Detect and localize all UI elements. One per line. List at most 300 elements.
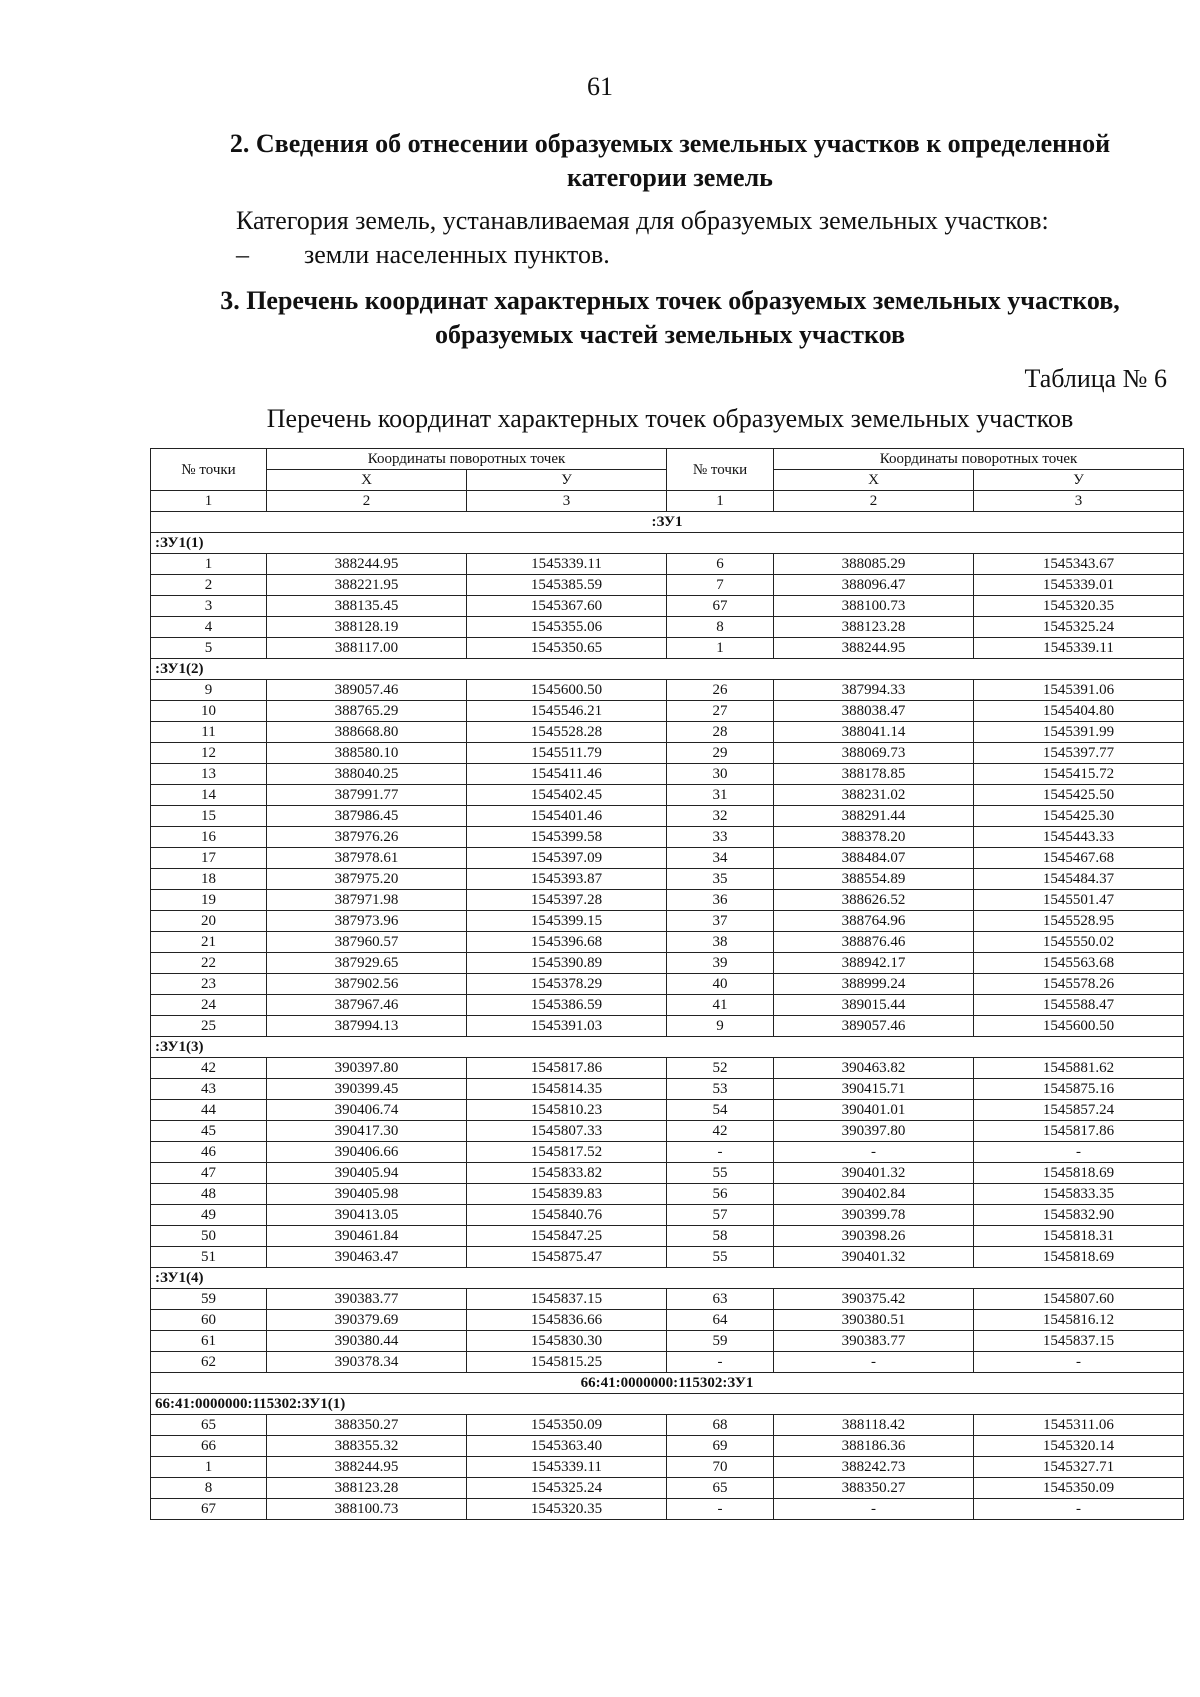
point-no-cell: 63	[667, 1289, 774, 1310]
x-cell: 388231.02	[774, 785, 974, 806]
column-number: 1	[151, 491, 267, 512]
point-no-cell: 19	[151, 890, 267, 911]
y-cell: 1545818.69	[974, 1163, 1184, 1184]
point-no-cell: 32	[667, 806, 774, 827]
y-cell: 1545443.33	[974, 827, 1184, 848]
section-3-title-line-2: образуемых частей земельных участков	[435, 320, 905, 349]
x-cell: 388876.46	[774, 932, 974, 953]
x-cell: 388096.47	[774, 575, 974, 596]
header-x-left: X	[267, 470, 467, 491]
x-cell: 390463.82	[774, 1058, 974, 1079]
page-number: 61	[587, 72, 613, 101]
point-no-cell: 4	[151, 617, 267, 638]
y-cell: 1545378.29	[467, 974, 667, 995]
x-cell: 387991.77	[267, 785, 467, 806]
table-row	[151, 1415, 1184, 1436]
y-cell: 1545415.72	[974, 764, 1184, 785]
y-cell: 1545386.59	[467, 995, 667, 1016]
x-cell: 390375.42	[774, 1289, 974, 1310]
y-cell: 1545511.79	[467, 743, 667, 764]
y-cell: 1545816.12	[974, 1310, 1184, 1331]
y-cell: 1545875.16	[974, 1079, 1184, 1100]
point-no-cell: 69	[667, 1436, 774, 1457]
point-no-cell: 14	[151, 785, 267, 806]
x-cell: 388242.73	[774, 1457, 974, 1478]
y-cell: 1545588.47	[974, 995, 1184, 1016]
point-no-cell: 42	[151, 1058, 267, 1079]
point-no-cell: 9	[151, 680, 267, 701]
table-row	[151, 1478, 1184, 1499]
point-no-cell: 38	[667, 932, 774, 953]
x-cell: 388135.45	[267, 596, 467, 617]
table-row	[151, 1310, 1184, 1331]
point-no-cell: 1	[667, 638, 774, 659]
y-cell: 1545840.76	[467, 1205, 667, 1226]
land-category-value	[236, 238, 610, 272]
table-row	[151, 1499, 1184, 1520]
x-cell: 390379.69	[267, 1310, 467, 1331]
y-cell: 1545546.21	[467, 701, 667, 722]
y-cell: 1545837.15	[467, 1289, 667, 1310]
header-coords-right: Координаты поворотных точек	[774, 449, 1184, 470]
y-cell: 1545391.06	[974, 680, 1184, 701]
table-row	[151, 890, 1184, 911]
y-cell: 1545350.65	[467, 638, 667, 659]
list-dash: –	[236, 240, 249, 269]
point-no-cell: 16	[151, 827, 267, 848]
point-no-cell: 62	[151, 1352, 267, 1373]
point-no-cell: 53	[667, 1079, 774, 1100]
x-cell: -	[774, 1352, 974, 1373]
x-cell: 388626.52	[774, 890, 974, 911]
x-cell: 387986.45	[267, 806, 467, 827]
point-no-cell: 43	[151, 1079, 267, 1100]
y-cell: 1545320.35	[467, 1499, 667, 1520]
point-no-cell: 35	[667, 869, 774, 890]
y-cell: 1545836.66	[467, 1310, 667, 1331]
table-row	[151, 680, 1184, 701]
y-cell: 1545839.83	[467, 1184, 667, 1205]
section-3-heading	[150, 284, 1190, 352]
y-cell: 1545320.35	[974, 596, 1184, 617]
x-cell: 390380.51	[774, 1310, 974, 1331]
x-cell: 390405.98	[267, 1184, 467, 1205]
y-cell: 1545833.82	[467, 1163, 667, 1184]
x-cell: 388100.73	[774, 596, 974, 617]
point-no-cell: 42	[667, 1121, 774, 1142]
x-cell: 388244.95	[267, 554, 467, 575]
point-no-cell: 54	[667, 1100, 774, 1121]
x-cell: 387960.57	[267, 932, 467, 953]
x-cell: 389015.44	[774, 995, 974, 1016]
y-cell: 1545528.28	[467, 722, 667, 743]
y-cell: 1545818.69	[974, 1247, 1184, 1268]
table-row	[151, 1436, 1184, 1457]
point-no-cell: 10	[151, 701, 267, 722]
x-cell: 387971.98	[267, 890, 467, 911]
x-cell: 390463.47	[267, 1247, 467, 1268]
table-row	[151, 1163, 1184, 1184]
y-cell: 1545857.24	[974, 1100, 1184, 1121]
table-row	[151, 638, 1184, 659]
section-2-title-line-1: 2. Сведения об отнесении образуемых земельных участков к определенной	[229, 129, 1111, 158]
x-cell: 388041.14	[774, 722, 974, 743]
point-no-cell: 29	[667, 743, 774, 764]
point-no-cell: 36	[667, 890, 774, 911]
column-number: 2	[267, 491, 467, 512]
section-label: 66:41:0000000:115302:ЗУ1	[151, 1373, 1184, 1394]
point-no-cell: 59	[667, 1331, 774, 1352]
y-cell: 1545339.01	[974, 575, 1184, 596]
header-point-no-right: № точки	[667, 449, 774, 491]
x-cell: 388942.17	[774, 953, 974, 974]
y-cell: 1545528.95	[974, 911, 1184, 932]
table-row	[151, 785, 1184, 806]
x-cell: 390383.77	[267, 1289, 467, 1310]
y-cell: 1545832.90	[974, 1205, 1184, 1226]
table-row	[151, 1184, 1184, 1205]
y-cell: 1545837.15	[974, 1331, 1184, 1352]
y-cell: 1545339.11	[467, 1457, 667, 1478]
point-no-cell: 13	[151, 764, 267, 785]
y-cell: 1545320.14	[974, 1436, 1184, 1457]
y-cell: 1545401.46	[467, 806, 667, 827]
point-no-cell: 48	[151, 1184, 267, 1205]
table-section-row	[151, 512, 1184, 533]
point-no-cell: 37	[667, 911, 774, 932]
y-cell: 1545411.46	[467, 764, 667, 785]
y-cell: 1545397.09	[467, 848, 667, 869]
x-cell: 388484.07	[774, 848, 974, 869]
table-row	[151, 764, 1184, 785]
table-subsection-row	[151, 659, 1184, 680]
x-cell: 390398.26	[774, 1226, 974, 1247]
y-cell: -	[974, 1499, 1184, 1520]
x-cell: 390401.32	[774, 1163, 974, 1184]
table-row	[151, 1352, 1184, 1373]
column-number: 3	[974, 491, 1184, 512]
point-no-cell: 27	[667, 701, 774, 722]
table-row	[151, 1142, 1184, 1163]
table-row	[151, 1016, 1184, 1037]
y-cell: -	[974, 1142, 1184, 1163]
point-no-cell: 57	[667, 1205, 774, 1226]
x-cell: 390401.01	[774, 1100, 974, 1121]
point-no-cell: 61	[151, 1331, 267, 1352]
point-no-cell: 67	[667, 596, 774, 617]
table-row	[151, 554, 1184, 575]
table-row	[151, 722, 1184, 743]
y-cell: 1545399.58	[467, 827, 667, 848]
table-row	[151, 995, 1184, 1016]
y-cell: 1545818.31	[974, 1226, 1184, 1247]
x-cell: 388221.95	[267, 575, 467, 596]
x-cell: 388350.27	[267, 1415, 467, 1436]
x-cell: 390406.66	[267, 1142, 467, 1163]
y-cell: 1545817.52	[467, 1142, 667, 1163]
table-subsection-row	[151, 533, 1184, 554]
subsection-label: 66:41:0000000:115302:ЗУ1(1)	[151, 1394, 1184, 1415]
point-no-cell: 2	[151, 575, 267, 596]
x-cell: 388117.00	[267, 638, 467, 659]
coordinates-table	[150, 448, 1184, 1520]
point-no-cell: 66	[151, 1436, 267, 1457]
point-no-cell: 46	[151, 1142, 267, 1163]
point-no-cell: 12	[151, 743, 267, 764]
point-no-cell: 30	[667, 764, 774, 785]
y-cell: 1545396.68	[467, 932, 667, 953]
x-cell: 390401.32	[774, 1247, 974, 1268]
x-cell: 388040.25	[267, 764, 467, 785]
point-no-cell: 3	[151, 596, 267, 617]
point-no-cell: 60	[151, 1310, 267, 1331]
header-point-no-left: № точки	[151, 449, 267, 491]
table-section-row	[151, 1373, 1184, 1394]
point-no-cell: 28	[667, 722, 774, 743]
x-cell: 388123.28	[267, 1478, 467, 1499]
table-row	[151, 575, 1184, 596]
table-subsection-row	[151, 1394, 1184, 1415]
header-coords-left: Координаты поворотных точек	[267, 449, 667, 470]
point-no-cell: 33	[667, 827, 774, 848]
table-row	[151, 932, 1184, 953]
column-number: 3	[467, 491, 667, 512]
x-cell: 388378.20	[774, 827, 974, 848]
point-no-cell: 39	[667, 953, 774, 974]
section-label: :ЗУ1	[151, 512, 1184, 533]
y-cell: 1545339.11	[974, 638, 1184, 659]
x-cell: 387929.65	[267, 953, 467, 974]
table-caption: Перечень координат характерных точек образуемых земельных участков	[266, 404, 1074, 433]
point-no-cell: 64	[667, 1310, 774, 1331]
point-no-cell: 50	[151, 1226, 267, 1247]
y-cell: 1545367.60	[467, 596, 667, 617]
point-no-cell: 8	[667, 617, 774, 638]
y-cell: 1545875.47	[467, 1247, 667, 1268]
y-cell: 1545484.37	[974, 869, 1184, 890]
point-no-cell: 56	[667, 1184, 774, 1205]
table-header-row	[151, 449, 1184, 470]
y-cell: 1545325.24	[974, 617, 1184, 638]
x-cell: 388118.42	[774, 1415, 974, 1436]
x-cell: 388999.24	[774, 974, 974, 995]
x-cell: 390399.78	[774, 1205, 974, 1226]
x-cell: 387967.46	[267, 995, 467, 1016]
y-cell: 1545350.09	[974, 1478, 1184, 1499]
y-cell: 1545404.80	[974, 701, 1184, 722]
y-cell: 1545363.40	[467, 1436, 667, 1457]
table-row	[151, 1247, 1184, 1268]
x-cell: 388123.28	[774, 617, 974, 638]
x-cell: 390397.80	[774, 1121, 974, 1142]
point-no-cell: 68	[667, 1415, 774, 1436]
x-cell: 388355.32	[267, 1436, 467, 1457]
y-cell: 1545397.77	[974, 743, 1184, 764]
table-row	[151, 1079, 1184, 1100]
x-cell: 387994.13	[267, 1016, 467, 1037]
x-cell: 388668.80	[267, 722, 467, 743]
table-row	[151, 1100, 1184, 1121]
column-number: 1	[667, 491, 774, 512]
y-cell: 1545390.89	[467, 953, 667, 974]
section-2-heading	[150, 127, 1190, 195]
x-cell: 388244.95	[267, 1457, 467, 1478]
y-cell: 1545847.25	[467, 1226, 667, 1247]
x-cell: 387978.61	[267, 848, 467, 869]
point-no-cell: 58	[667, 1226, 774, 1247]
point-no-cell: -	[667, 1142, 774, 1163]
table-row	[151, 848, 1184, 869]
section-3-title-line-1: 3. Перечень координат характерных точек образуемых земельных участков,	[220, 286, 1120, 315]
y-cell: 1545391.03	[467, 1016, 667, 1037]
point-no-cell: 65	[667, 1478, 774, 1499]
point-no-cell: 18	[151, 869, 267, 890]
y-cell: 1545563.68	[974, 953, 1184, 974]
table-row	[151, 617, 1184, 638]
x-cell: 390402.84	[774, 1184, 974, 1205]
point-no-cell: 17	[151, 848, 267, 869]
table-row	[151, 869, 1184, 890]
y-cell: 1545325.24	[467, 1478, 667, 1499]
x-cell: 387902.56	[267, 974, 467, 995]
point-no-cell: 9	[667, 1016, 774, 1037]
x-cell: 388038.47	[774, 701, 974, 722]
y-cell: 1545467.68	[974, 848, 1184, 869]
table-column-number-row	[151, 491, 1184, 512]
table-row	[151, 596, 1184, 617]
point-no-cell: 52	[667, 1058, 774, 1079]
point-no-cell: 20	[151, 911, 267, 932]
y-cell: 1545815.25	[467, 1352, 667, 1373]
x-cell: 388554.89	[774, 869, 974, 890]
x-cell: 390415.71	[774, 1079, 974, 1100]
table-row	[151, 1205, 1184, 1226]
point-no-cell: 45	[151, 1121, 267, 1142]
y-cell: 1545402.45	[467, 785, 667, 806]
point-no-cell: 47	[151, 1163, 267, 1184]
point-no-cell: 15	[151, 806, 267, 827]
x-cell: 388186.36	[774, 1436, 974, 1457]
point-no-cell: 55	[667, 1163, 774, 1184]
point-no-cell: 65	[151, 1415, 267, 1436]
x-cell: 388350.27	[774, 1478, 974, 1499]
x-cell: 389057.46	[774, 1016, 974, 1037]
y-cell: 1545807.33	[467, 1121, 667, 1142]
table-row	[151, 974, 1184, 995]
y-cell: 1545425.50	[974, 785, 1184, 806]
y-cell: 1545817.86	[467, 1058, 667, 1079]
y-cell: 1545339.11	[467, 554, 667, 575]
point-no-cell: 67	[151, 1499, 267, 1520]
point-no-cell: 26	[667, 680, 774, 701]
point-no-cell: 23	[151, 974, 267, 995]
y-cell: 1545830.30	[467, 1331, 667, 1352]
header-x-right: X	[774, 470, 974, 491]
table-row	[151, 806, 1184, 827]
y-cell: 1545600.50	[467, 680, 667, 701]
y-cell: 1545343.67	[974, 554, 1184, 575]
land-category-text: Категория земель, устанавливаемая для образуемых земельных участков:	[236, 206, 1049, 235]
y-cell: -	[974, 1352, 1184, 1373]
x-cell: 388244.95	[774, 638, 974, 659]
point-no-cell: 25	[151, 1016, 267, 1037]
header-y-left: У	[467, 470, 667, 491]
x-cell: 388765.29	[267, 701, 467, 722]
x-cell: -	[774, 1499, 974, 1520]
x-cell: 390461.84	[267, 1226, 467, 1247]
y-cell: 1545397.28	[467, 890, 667, 911]
y-cell: 1545578.26	[974, 974, 1184, 995]
x-cell: -	[774, 1142, 974, 1163]
point-no-cell: 1	[151, 1457, 267, 1478]
point-no-cell: 8	[151, 1478, 267, 1499]
point-no-cell: 51	[151, 1247, 267, 1268]
table-row	[151, 1331, 1184, 1352]
x-cell: 388069.73	[774, 743, 974, 764]
x-cell: 390383.77	[774, 1331, 974, 1352]
x-cell: 388178.85	[774, 764, 974, 785]
table-row	[151, 1121, 1184, 1142]
point-no-cell: 34	[667, 848, 774, 869]
y-cell: 1545600.50	[974, 1016, 1184, 1037]
y-cell: 1545833.35	[974, 1184, 1184, 1205]
y-cell: 1545355.06	[467, 617, 667, 638]
point-no-cell: 24	[151, 995, 267, 1016]
point-no-cell: 70	[667, 1457, 774, 1478]
point-no-cell: 11	[151, 722, 267, 743]
point-no-cell: -	[667, 1499, 774, 1520]
x-cell: 387994.33	[774, 680, 974, 701]
point-no-cell: 1	[151, 554, 267, 575]
table-subsection-row	[151, 1268, 1184, 1289]
y-cell: 1545501.47	[974, 890, 1184, 911]
point-no-cell: 49	[151, 1205, 267, 1226]
x-cell: 388580.10	[267, 743, 467, 764]
x-cell: 389057.46	[267, 680, 467, 701]
table-row	[151, 1457, 1184, 1478]
y-cell: 1545550.02	[974, 932, 1184, 953]
y-cell: 1545385.59	[467, 575, 667, 596]
subsection-label: :ЗУ1(3)	[151, 1037, 1184, 1058]
column-number: 2	[774, 491, 974, 512]
header-y-right: У	[974, 470, 1184, 491]
x-cell: 390399.45	[267, 1079, 467, 1100]
subsection-label: :ЗУ1(1)	[151, 533, 1184, 554]
table-subsection-row	[151, 1037, 1184, 1058]
y-cell: 1545350.09	[467, 1415, 667, 1436]
land-category-value-text: земли населенных пунктов.	[304, 240, 610, 269]
table-row	[151, 827, 1184, 848]
x-cell: 387975.20	[267, 869, 467, 890]
point-no-cell: 22	[151, 953, 267, 974]
x-cell: 388291.44	[774, 806, 974, 827]
point-no-cell: -	[667, 1352, 774, 1373]
y-cell: 1545399.15	[467, 911, 667, 932]
x-cell: 388100.73	[267, 1499, 467, 1520]
y-cell: 1545311.06	[974, 1415, 1184, 1436]
x-cell: 390417.30	[267, 1121, 467, 1142]
point-no-cell: 21	[151, 932, 267, 953]
x-cell: 390380.44	[267, 1331, 467, 1352]
subsection-label: :ЗУ1(2)	[151, 659, 1184, 680]
section-2-title-line-2: категории земель	[567, 163, 773, 192]
y-cell: 1545391.99	[974, 722, 1184, 743]
coordinates-table-body	[151, 512, 1184, 1520]
point-no-cell: 41	[667, 995, 774, 1016]
y-cell: 1545810.23	[467, 1100, 667, 1121]
table-row	[151, 701, 1184, 722]
x-cell: 390406.74	[267, 1100, 467, 1121]
